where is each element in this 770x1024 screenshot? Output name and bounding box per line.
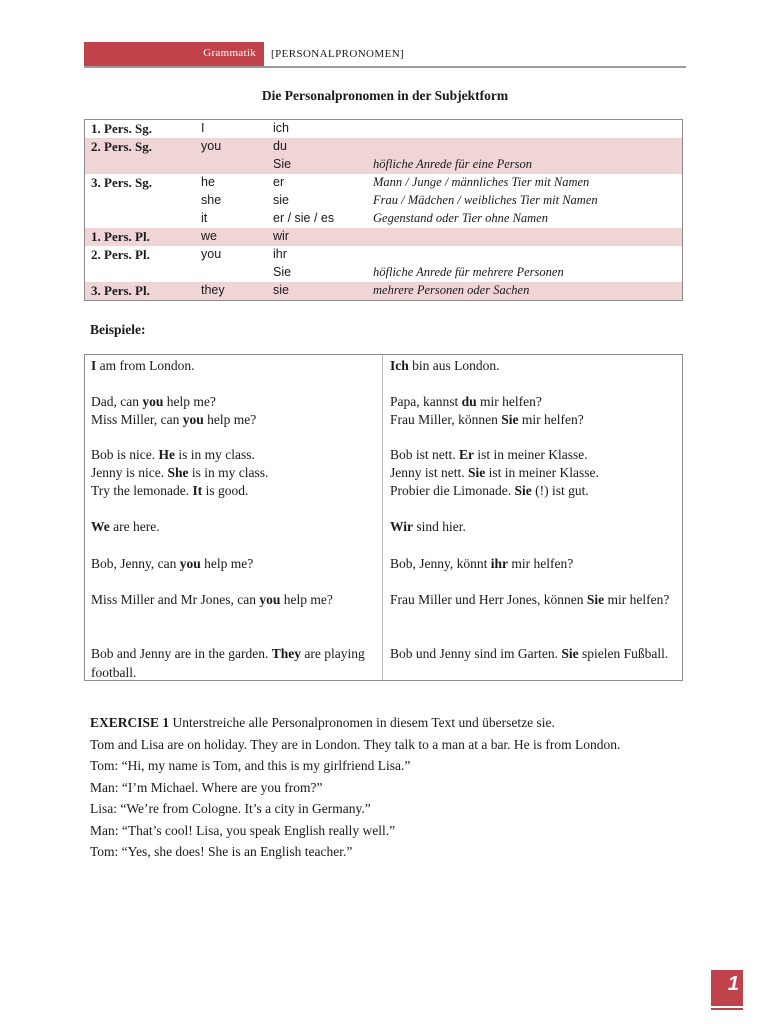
example-text: help me?: [163, 394, 216, 409]
pronoun-row: [85, 210, 682, 228]
examples-heading: Beispiele:: [90, 322, 146, 337]
example-text: Jenny is nice.: [91, 465, 168, 480]
note-cell: Gegenstand oder Tier ohne Namen: [373, 211, 548, 225]
pronoun-highlight: He: [158, 447, 175, 462]
example-de: [390, 357, 675, 376]
english-cell: it: [201, 211, 208, 225]
example-text: am from London.: [96, 358, 195, 373]
german-cell: Sie: [273, 157, 292, 171]
example-text: Bob, Jenny, can: [91, 556, 180, 571]
pronoun-row: [85, 264, 682, 282]
pronoun-row: [85, 138, 682, 156]
pronoun-highlight: Sie: [586, 592, 605, 607]
example-text: are here.: [109, 519, 160, 534]
example-text: Try the lemonade.: [91, 483, 193, 498]
pronoun-highlight: ihr: [490, 556, 509, 571]
english-cell: I: [201, 121, 205, 135]
exercise-line: Tom: “Hi, my name is Tom, and this is my girlfriend Lisa.”: [90, 758, 411, 773]
english-cell: she: [201, 193, 222, 207]
exercise-label: EXERCISE 1: [90, 715, 170, 730]
pronoun-highlight: Sie: [561, 646, 579, 661]
exercise-line: Tom: “Yes, she does! She is an English teacher.”: [90, 844, 353, 859]
page-number-underline: [711, 1008, 743, 1010]
german-cell: ihr: [273, 247, 287, 261]
pronoun-highlight: Sie: [514, 483, 532, 498]
example-text: Bob ist nett.: [390, 447, 460, 462]
example-en: [91, 555, 376, 574]
example-text: ist in meiner Klasse.: [485, 465, 599, 480]
german-cell: ich: [273, 121, 289, 135]
exercise-instruction: Unterstreiche alle Personalpronomen in diesem Text und übersetze sie.: [169, 715, 555, 730]
example-de: [390, 591, 675, 610]
example-text: Bob und Jenny sind im Garten.: [390, 646, 562, 661]
example-text: Bob and Jenny are in the garden.: [91, 646, 272, 661]
example-text: help me?: [280, 592, 333, 607]
example-text: Miss Miller and Mr Jones, can: [91, 592, 260, 607]
german-cell: sie: [273, 283, 289, 297]
note-cell: höfliche Anrede für eine Person: [373, 157, 532, 171]
example-text: Bob is nice.: [91, 447, 159, 462]
pronoun-highlight: Sie: [501, 412, 519, 427]
example-text: are playing football.: [91, 646, 365, 680]
pronoun-highlight: Wir: [390, 519, 413, 534]
example-text: spielen Fußball.: [578, 646, 669, 661]
example-text: is good.: [202, 483, 249, 498]
example-en: [91, 482, 376, 501]
english-cell: you: [201, 247, 222, 261]
note-cell: Frau / Mädchen / weibliches Tier mit Namen: [373, 193, 598, 207]
example-en: [91, 411, 376, 430]
person-cell: 2. Pers. Sg.: [91, 139, 153, 154]
example-en: [91, 591, 376, 610]
pronoun-highlight: you: [179, 556, 201, 571]
example-text: mir helfen?: [508, 556, 574, 571]
example-text: Papa, kannst: [390, 394, 462, 409]
exercise-line: Man: “I’m Michael. Where are you from?”: [90, 779, 323, 795]
pronoun-highlight: They: [271, 646, 301, 661]
pronoun-row: [85, 192, 682, 210]
example-text: mir helfen?: [518, 412, 584, 427]
note-cell: mehrere Personen oder Sachen: [373, 283, 530, 297]
pronoun-row: [85, 282, 682, 300]
example-text: help me?: [200, 556, 254, 571]
example-de: [390, 411, 675, 430]
pronoun-highlight: Er: [459, 447, 475, 462]
example-en: [91, 393, 376, 412]
example-text: Frau Miller, können: [390, 412, 502, 427]
example-en: [91, 464, 376, 483]
person-cell: 1. Pers. Sg.: [91, 121, 153, 136]
person-cell: 3. Pers. Pl.: [91, 283, 150, 298]
example-text: ist in meiner Klasse.: [474, 447, 588, 462]
example-text: Frau Miller und Herr Jones, können: [390, 592, 587, 607]
german-cell: wir: [273, 229, 289, 243]
person-cell: 1. Pers. Pl.: [91, 229, 150, 244]
example-en: [91, 357, 376, 376]
german-cell: Sie: [273, 265, 292, 279]
page-number: 1: [727, 973, 739, 995]
person-cell: 2. Pers. Pl.: [91, 247, 150, 262]
pronoun-highlight: you: [182, 412, 204, 427]
pronoun-highlight: Sie: [468, 465, 486, 480]
pronoun-highlight: It: [192, 483, 203, 498]
example-de: [390, 464, 675, 483]
example-text: Jenny ist nett.: [390, 465, 468, 480]
example-en: [91, 645, 376, 682]
note-cell: höfliche Anrede für mehrere Personen: [373, 265, 564, 279]
german-cell: er: [273, 175, 285, 189]
english-cell: we: [201, 229, 217, 243]
example-text: Bob, Jenny, könnt: [390, 556, 491, 571]
note-cell: Mann / Junge / männliches Tier mit Namen: [373, 175, 590, 189]
pronoun-highlight: She: [167, 465, 189, 480]
german-cell: sie: [273, 193, 289, 207]
example-de: [390, 645, 675, 664]
pronoun-table: [84, 119, 683, 301]
pronoun-highlight: you: [142, 394, 164, 409]
example-text: Miss Miller, can: [91, 412, 183, 427]
exercise-line: Tom and Lisa are on holiday. They are in London. They talk to a man at a bar. He is from London.: [90, 736, 621, 752]
header-topic: [PERSONALPRONOMEN]: [271, 48, 405, 60]
example-text: (!) ist gut.: [531, 483, 589, 498]
pronoun-highlight: Ich: [390, 358, 409, 373]
example-en: [91, 446, 376, 465]
example-text: bin aus London.: [408, 358, 500, 373]
header-rule: [84, 66, 686, 68]
pronoun-row: [85, 174, 682, 192]
person-cell: 3. Pers. Sg.: [91, 175, 153, 190]
header-section-label: Grammatik: [203, 47, 256, 59]
exercise-heading: [90, 712, 690, 734]
example-text: is in my class.: [175, 447, 255, 462]
example-de: [390, 518, 675, 537]
pronoun-row: [85, 228, 682, 246]
example-de: [390, 393, 675, 412]
page-title: Die Personalpronomen in der Subjektform: [261, 88, 509, 103]
example-en: [91, 518, 376, 537]
example-text: Probier die Limonade.: [390, 483, 515, 498]
exercise-line: Lisa: “We’re from Cologne. It’s a city in Germany.”: [90, 801, 371, 816]
example-text: mir helfen?: [604, 592, 670, 607]
english-cell: they: [201, 283, 225, 297]
page-number-box: [711, 970, 743, 1006]
examples-column-divider: [382, 355, 383, 680]
header-section-block: [84, 42, 264, 66]
example-text: sind hier.: [413, 519, 466, 534]
example-de: [390, 482, 675, 501]
english-cell: he: [201, 175, 215, 189]
pronoun-row: [85, 120, 682, 138]
german-cell: er / sie / es: [273, 211, 335, 225]
pronoun-highlight: you: [259, 592, 281, 607]
example-text: is in my class.: [188, 465, 269, 480]
example-text: Dad, can: [91, 394, 143, 409]
pronoun-highlight: du: [461, 394, 477, 409]
english-cell: you: [201, 139, 222, 153]
pronoun-highlight: We: [91, 519, 110, 534]
example-de: [390, 555, 675, 574]
pronoun-row: [85, 246, 682, 264]
examples-table: [84, 354, 683, 681]
exercise-line: Man: “That’s cool! Lisa, you speak English really well.”: [90, 822, 396, 838]
example-text: mir helfen?: [476, 394, 542, 409]
exercise-block: [90, 712, 690, 863]
example-text: help me?: [203, 412, 257, 427]
german-cell: du: [273, 139, 287, 153]
pronoun-highlight: I: [91, 358, 97, 373]
example-de: [390, 446, 675, 465]
pronoun-row: [85, 156, 682, 174]
